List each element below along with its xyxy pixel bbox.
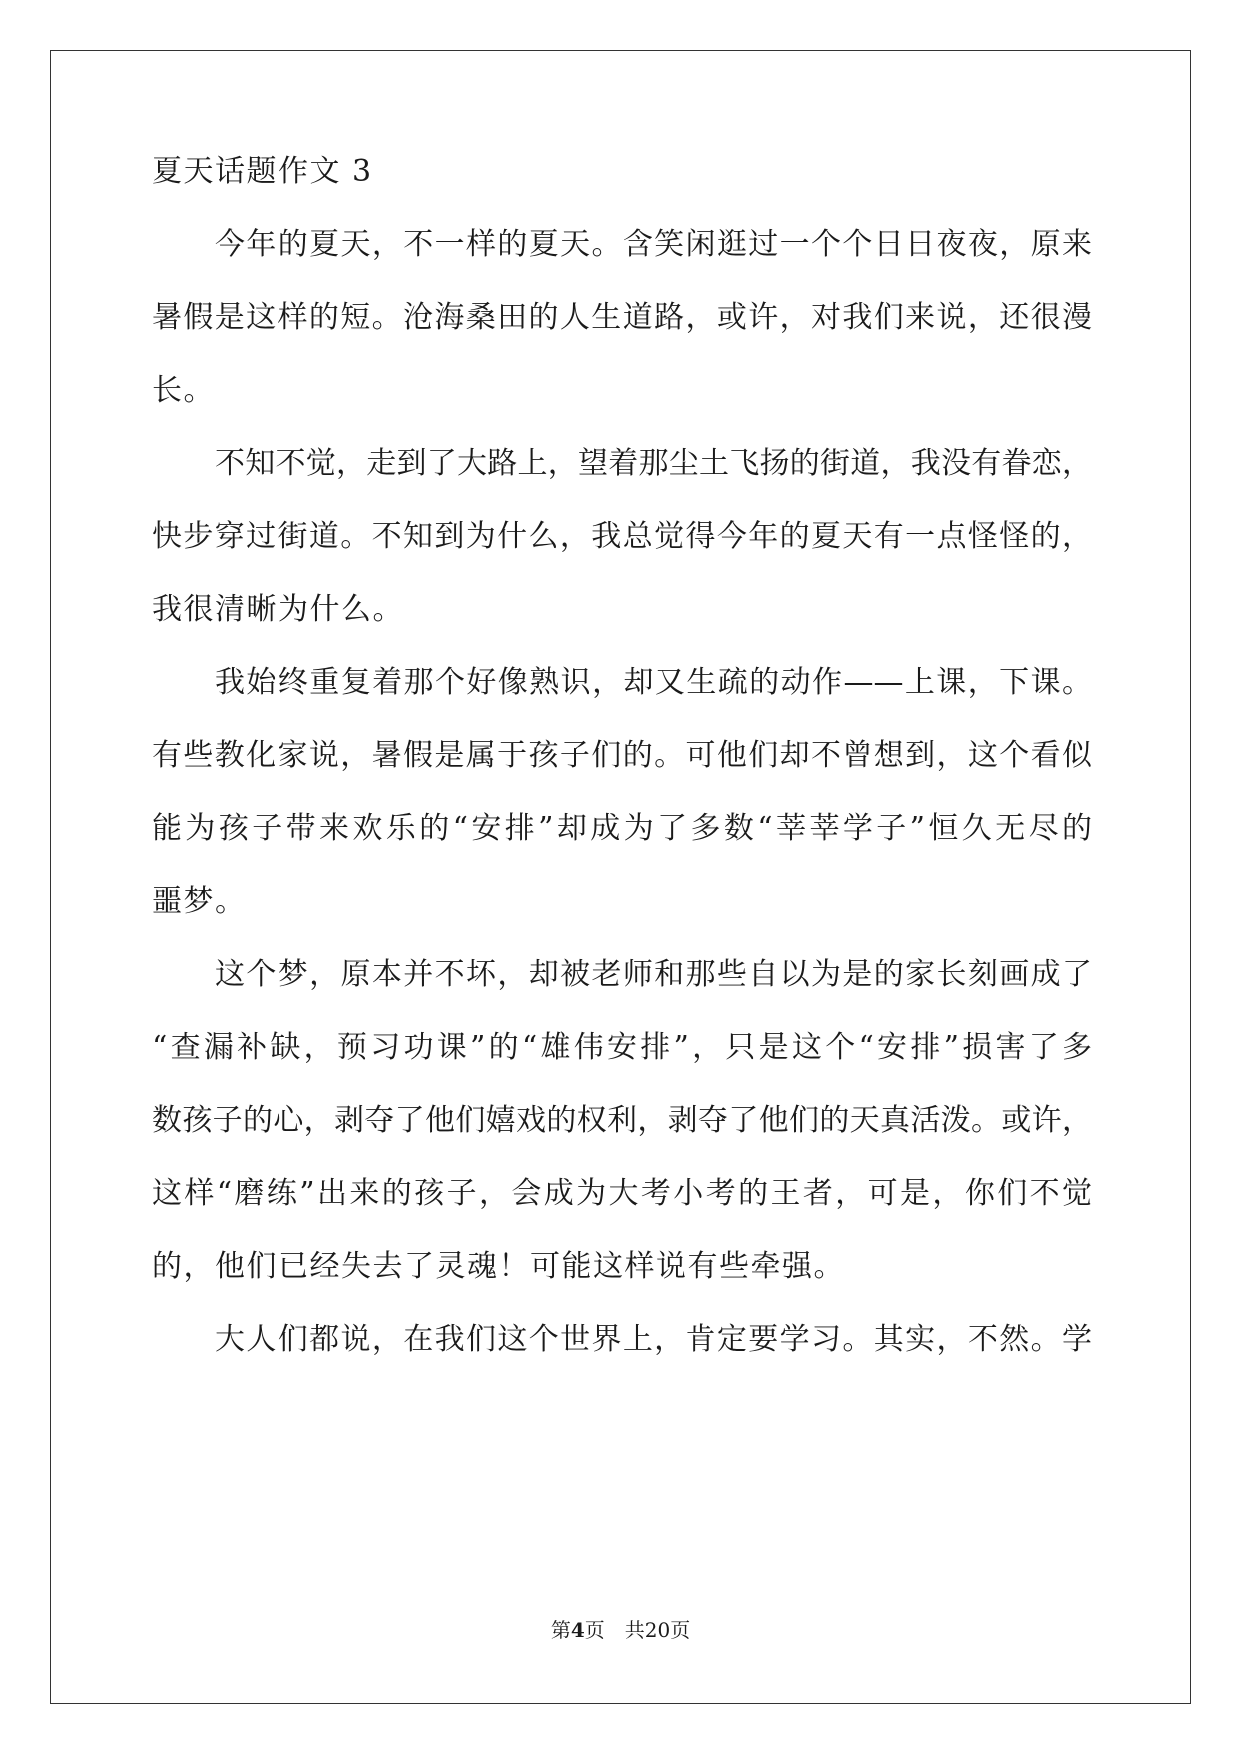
paragraph-line: “查漏补缺，预习功课”的“雄伟安排”，只是这个“安排”损害了多 <box>152 1030 1092 1065</box>
paragraph-line: 的，他们已经失去了灵魂！可能这样说有些牵强。 <box>152 1249 845 1284</box>
paragraph-line: 快步穿过街道。不知到为什么，我总觉得今年的夏天有一点怪怪的， <box>152 519 1092 554</box>
paragraph-line: 数孩子的心，剥夺了他们嬉戏的权利，剥夺了他们的天真活泼。或许， <box>152 1103 1092 1138</box>
paragraph-line: 今年的夏天，不一样的夏天。含笑闲逛过一个个日日夜夜，原来 <box>215 227 1092 262</box>
paragraph-line: 不知不觉，走到了大路上，望着那尘土飞扬的街道，我没有眷恋， <box>215 446 1092 481</box>
paragraph-line: 长。 <box>152 373 215 408</box>
footer-middle: 页 共 <box>584 1618 645 1642</box>
paragraph-line: 我很清晰为什么。 <box>152 592 404 627</box>
paragraph-line: 我始终重复着那个好像熟识，却又生疏的动作——上课，下课。 <box>215 665 1092 700</box>
paragraph-line: 这样“磨练”出来的孩子，会成为大考小考的王者，可是，你们不觉 <box>152 1176 1092 1211</box>
total-page-count: 20 <box>644 1618 671 1642</box>
paragraph-line: 大人们都说，在我们这个世界上，肯定要学习。其实，不然。学 <box>215 1322 1092 1357</box>
paragraph-line: 噩梦。 <box>152 884 247 919</box>
paragraph-line: 有些教化家说，暑假是属于孩子们的。可他们却不曾想到，这个看似 <box>152 738 1092 773</box>
paragraph-line: 能为孩子带来欢乐的“安排”却成为了多数“莘莘学子”恒久无尽的 <box>152 811 1092 846</box>
current-page-number: 4 <box>570 1618 585 1642</box>
footer-suffix: 页 <box>670 1618 691 1642</box>
paragraph-line: 暑假是这样的短。沧海桑田的人生道路，或许，对我们来说，还很漫 <box>152 300 1092 335</box>
paragraph-line: 这个梦，原本并不坏，却被老师和那些自以为是的家长刻画成了 <box>215 957 1092 992</box>
document-title: 夏天话题作文 3 <box>152 154 373 189</box>
page-border <box>50 50 1191 1704</box>
page-footer <box>0 1618 1241 1642</box>
footer-prefix: 第 <box>550 1618 571 1642</box>
